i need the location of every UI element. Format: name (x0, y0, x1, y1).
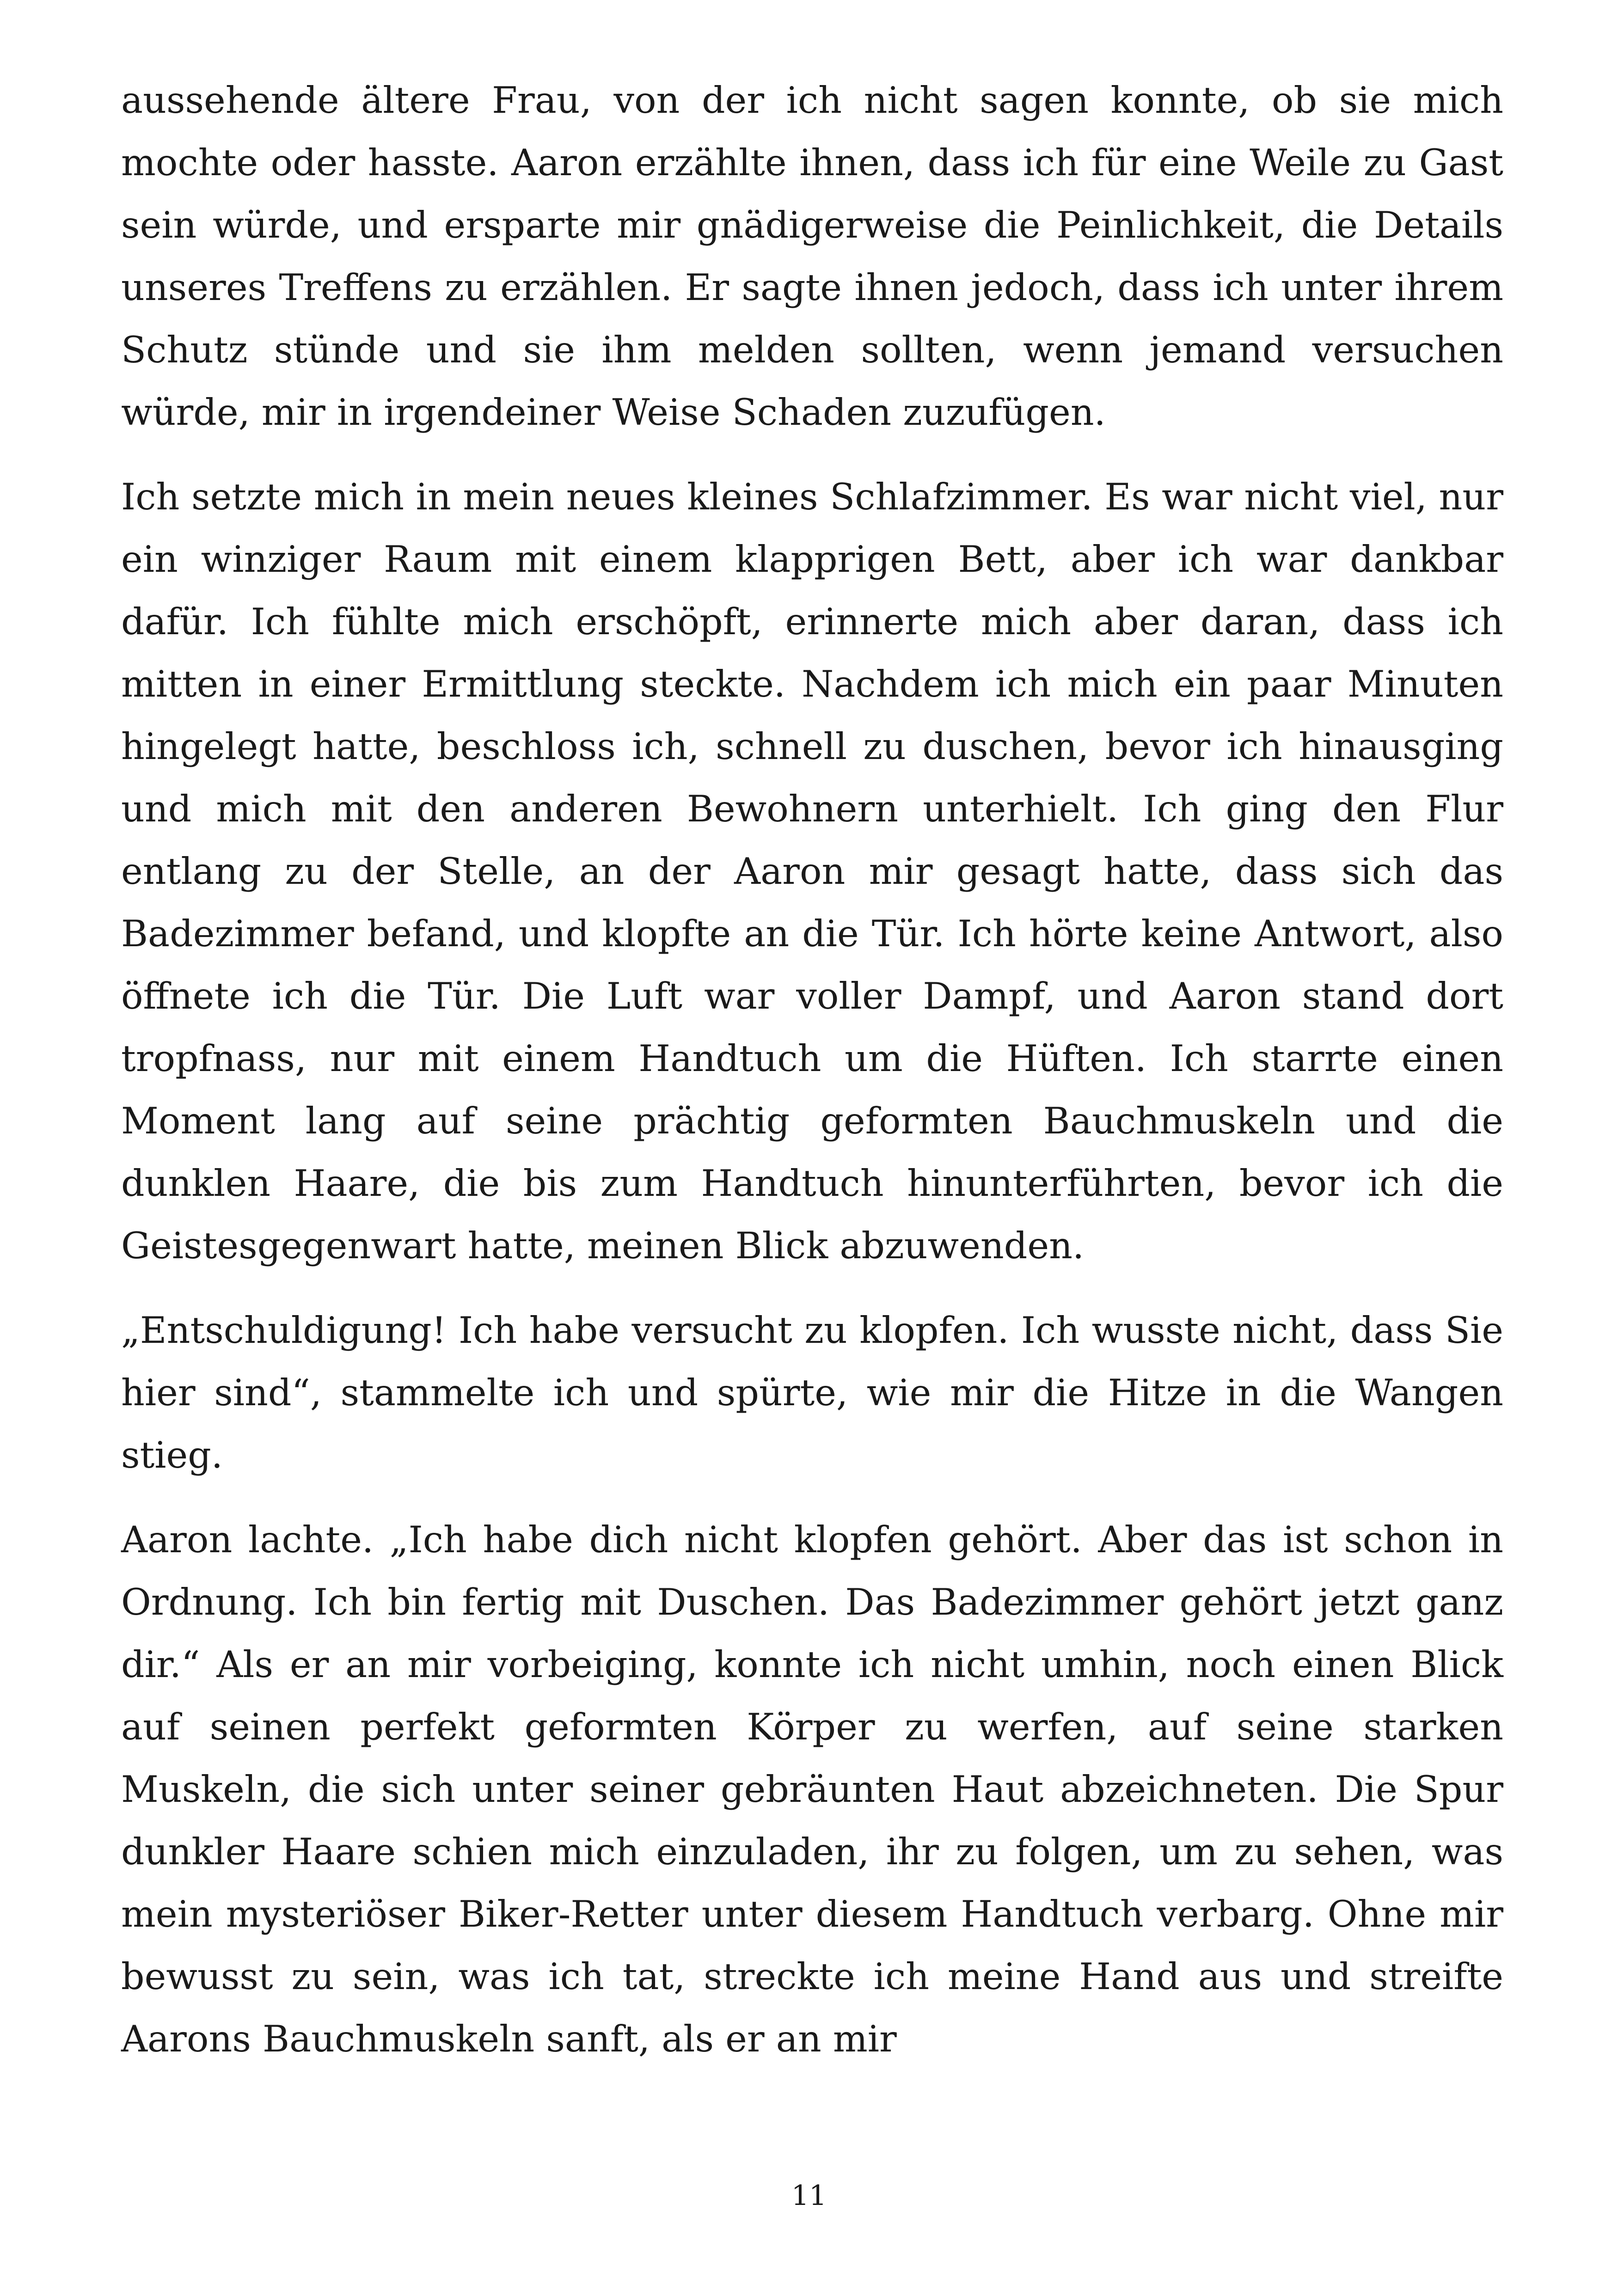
paragraph-2: Ich setzte mich in mein neues kleines Schlafzimmer. Es war nicht viel, nur ein winziger Raum mit einem klapprigen Bett, aber ich war dankbar dafür. Ich fühlte mich erschöpft, erinnerte mich aber daran, dass ich mitten in einer Ermittlung steckte. Nachdem ich mich ein paar Minuten hingelegt hatte, beschloss ich, schnell zu duschen, bevor ich hinausging und mich mit den anderen Bewohnern unterhielt. Ich ging den Flur entlang zu der Stelle, an der Aaron mir gesagt hatte, dass sich das Badezimmer befand, und klopfte an die Tür. Ich hörte keine Antwort, also öffnete ich die Tür. Die Luft war voller Dampf, und Aaron stand dort tropfnass, nur mit einem Handtuch um die Hüften. Ich starrte einen Moment lang auf seine prächtig geformten Bauchmuskeln und die dunklen Haare, die bis zum Handtuch hinunterführten, bevor ich die Geistesgegenwart hatte, meinen Blick abzuwenden. (121, 476, 1503, 1267)
body-text (121, 69, 1503, 2093)
paragraph-4: Aaron lachte. „Ich habe dich nicht klopfen gehört. Aber das ist schon in Ordnung. Ich bin fertig mit Duschen. Das Badezimmer gehört jetzt ganz dir.“ Als er an mir vorbeiging, konnte ich nicht umhin, noch einen Blick auf seinen perfekt geformten Körper zu werfen, auf seine starken Muskeln, die sich unter seiner gebräunten Haut abzeichneten. Die Spur dunkler Haare schien mich einzuladen, ihr zu folgen, um zu sehen, was mein mysteriöser Biker-Retter unter diesem Handtuch verbarg. Ohne mir bewusst zu sein, was ich tat, streckte ich meine Hand aus und streifte Aarons Bauchmuskeln sanft, als er an mir (121, 1518, 1503, 2060)
paragraph-1: aussehende ältere Frau, von der ich nicht sagen konnte, ob sie mich mochte oder hasste. Aaron erzählte ihnen, dass ich für eine Weile zu Gast sein würde, und ersparte mir gnädigerweise die Peinlichkeit, die Details unseres Treffens zu erzählen. Er sagte ihnen jedoch, dass ich unter ihrem Schutz stünde und sie ihm melden sollten, wenn jemand versuchen würde, mir in irgendeiner Weise Schaden zuzufügen. (121, 79, 1503, 434)
page-number: 11 (791, 2180, 827, 2212)
paragraph-3: „Entschuldigung! Ich habe versucht zu klopfen. Ich wusste nicht, dass Sie hier sind“, stammelte ich und spürte, wie mir die Hitze in die Wangen stieg. (121, 1309, 1503, 1476)
